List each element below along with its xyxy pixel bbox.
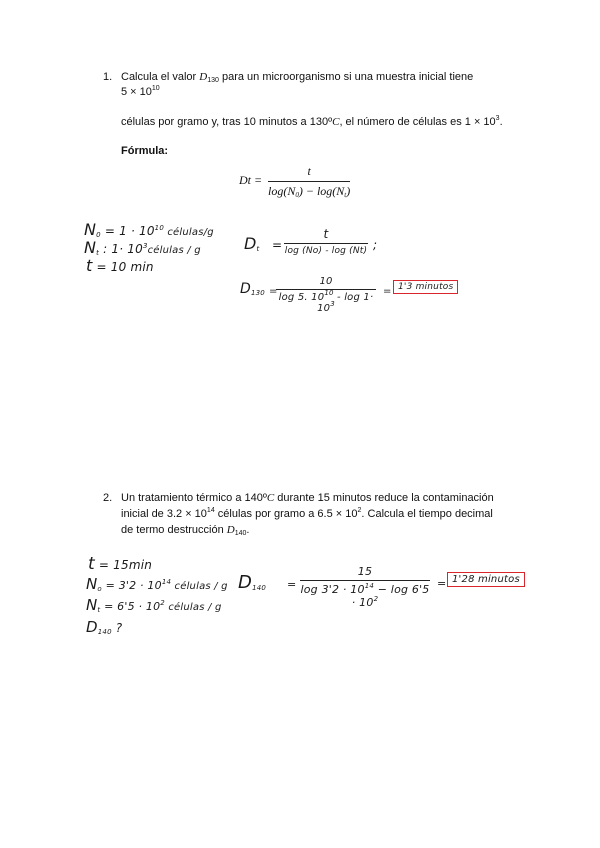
q2-text: durante 15 minutos reduce la contaminación [274,492,494,504]
q2-calc-eq: = [287,578,297,591]
var: D [238,572,253,593]
sub: 140 [234,530,247,537]
var: D [86,618,98,636]
q1-hw-den: log (No) - log (Nt) [284,246,368,256]
q1-calc-lhs [240,281,265,297]
q1-hw-fraction [284,227,368,256]
q2-text: células por gramo a 6.5 × 10 [214,508,358,520]
den-sub: 0 [295,191,299,199]
var: D [240,281,251,297]
q1-statement-line3 [121,116,503,128]
value: = 3'2 · 10 [101,579,162,592]
unit: células / g [164,602,222,613]
q2-text: inicial de 3.2 × 10 [121,508,207,520]
formula-label: Fórmula: [121,145,169,157]
q1-result-box: 1'3 minutos [393,280,458,294]
var: N [84,220,97,239]
formula-denominator [268,184,350,199]
unit: células/g [163,227,214,238]
q2-result-box: 1'28 minutos [447,572,525,587]
q2-statement-line2 [121,508,493,520]
q1-hw-semicolon: ; [373,238,378,252]
value: = 1 · 10 [100,224,155,238]
q1-var-sub: 130 [207,77,219,84]
fraction-bar [268,181,350,182]
value: ? [111,621,123,635]
sub: t [97,606,101,614]
sub: t [96,249,100,257]
var: N [86,575,98,593]
den-part: ) [346,184,351,198]
q1-initial-count: 5 × 10 [121,86,152,98]
q1-given-n0 [84,220,214,239]
q1-calc-den [276,289,376,314]
sub: 140 [252,584,267,592]
q1-hw-num: t [323,227,329,241]
formula-fraction [268,164,350,199]
q1-number: 1. [103,71,113,83]
q1-given-nt [84,238,201,257]
den-part: log 3'2 · 10 [300,583,365,596]
q2-calc-num: 15 [357,565,373,578]
fraction-bar [300,580,430,581]
q1-text: células por gramo y, tras 10 minutos a 130º [121,116,333,128]
den-sub: t [344,191,347,199]
q2-text: de termo destrucción [121,524,227,536]
var: D [244,234,257,253]
value: : 1· 10 [99,242,143,256]
q2-text: . Calcula el tiempo decimal [361,508,493,520]
den-part: − log 6'5 · 10 [351,583,430,609]
q2-given-d140 [86,618,122,636]
exp: 2 [373,595,379,603]
q1-final-exp: 3 [495,115,500,122]
q1-statement-line1 [121,71,473,83]
value: = 15min [94,558,153,572]
q1-calc-eq2: = [383,286,392,297]
formula-numerator: t [307,164,311,178]
q2-var-d: D [226,524,235,536]
var: t [86,256,93,275]
q2-given-n0 [86,575,228,593]
exp: 2 [160,599,165,607]
exp: 14 [161,578,172,586]
var: N [84,238,97,257]
q1-period: . [499,116,503,128]
exp: 2 [357,507,362,514]
unit: células / g [147,245,201,256]
exp: 3 [330,300,335,308]
sub: 0 [96,231,101,239]
q1-calc-num: 10 [319,276,333,287]
sub: o [97,585,102,593]
q2-calc-eq2: = [437,577,447,590]
fraction-bar [284,243,368,244]
q2-calc-lhs [238,572,266,593]
q2-statement-line1 [121,492,494,504]
value: = 6'5 · 10 [100,600,161,613]
q1-text: Calcula el valor [121,71,200,83]
q1-initial-exp: 10 [151,85,160,92]
q2-statement-line3 [121,524,249,536]
den-part: - log 1· 10 [317,292,374,314]
sub: 130 [250,289,265,297]
q2-given-t [88,554,152,574]
var: t [88,554,95,574]
q1-var-d: D [199,71,208,83]
q2-celsius: C [266,492,275,504]
q2-text: Un tratamiento térmico a 140º [121,492,267,504]
q2-number: 2. [103,492,113,504]
sub: 140 [97,628,112,636]
den-part: log 5. 10 [278,292,325,303]
q2-period: . [246,524,250,536]
q1-hw-lhs [244,234,259,253]
var: N [86,596,98,614]
q2-given-nt [86,596,222,614]
exp: 14 [364,582,374,590]
q1-celsius: C [332,116,340,128]
formula-lhs: Dt = [239,173,263,187]
exp: 10 [154,224,164,232]
q1-statement-line2 [121,86,160,98]
unit: células / g [171,581,228,592]
sub: t [256,245,260,253]
den-part: log(N [268,184,296,198]
q1-calc-fraction [276,276,376,314]
q1-text: para un microorganismo si una muestra inicial tiene [218,71,474,83]
value: = 10 min [92,260,154,274]
q1-given-t [86,256,154,275]
exp: 3 [142,242,148,250]
q1-text: , el número de células es 1 × 10 [339,116,496,128]
q1-calc-eq: = [269,286,278,297]
den-part: ) − log(N [298,184,345,198]
q1-hw-eq: = [272,238,283,252]
q2-calc-den [300,583,430,609]
exp: 10 [324,289,334,297]
exp: 14 [206,507,215,514]
q2-calc-fraction [300,565,430,609]
